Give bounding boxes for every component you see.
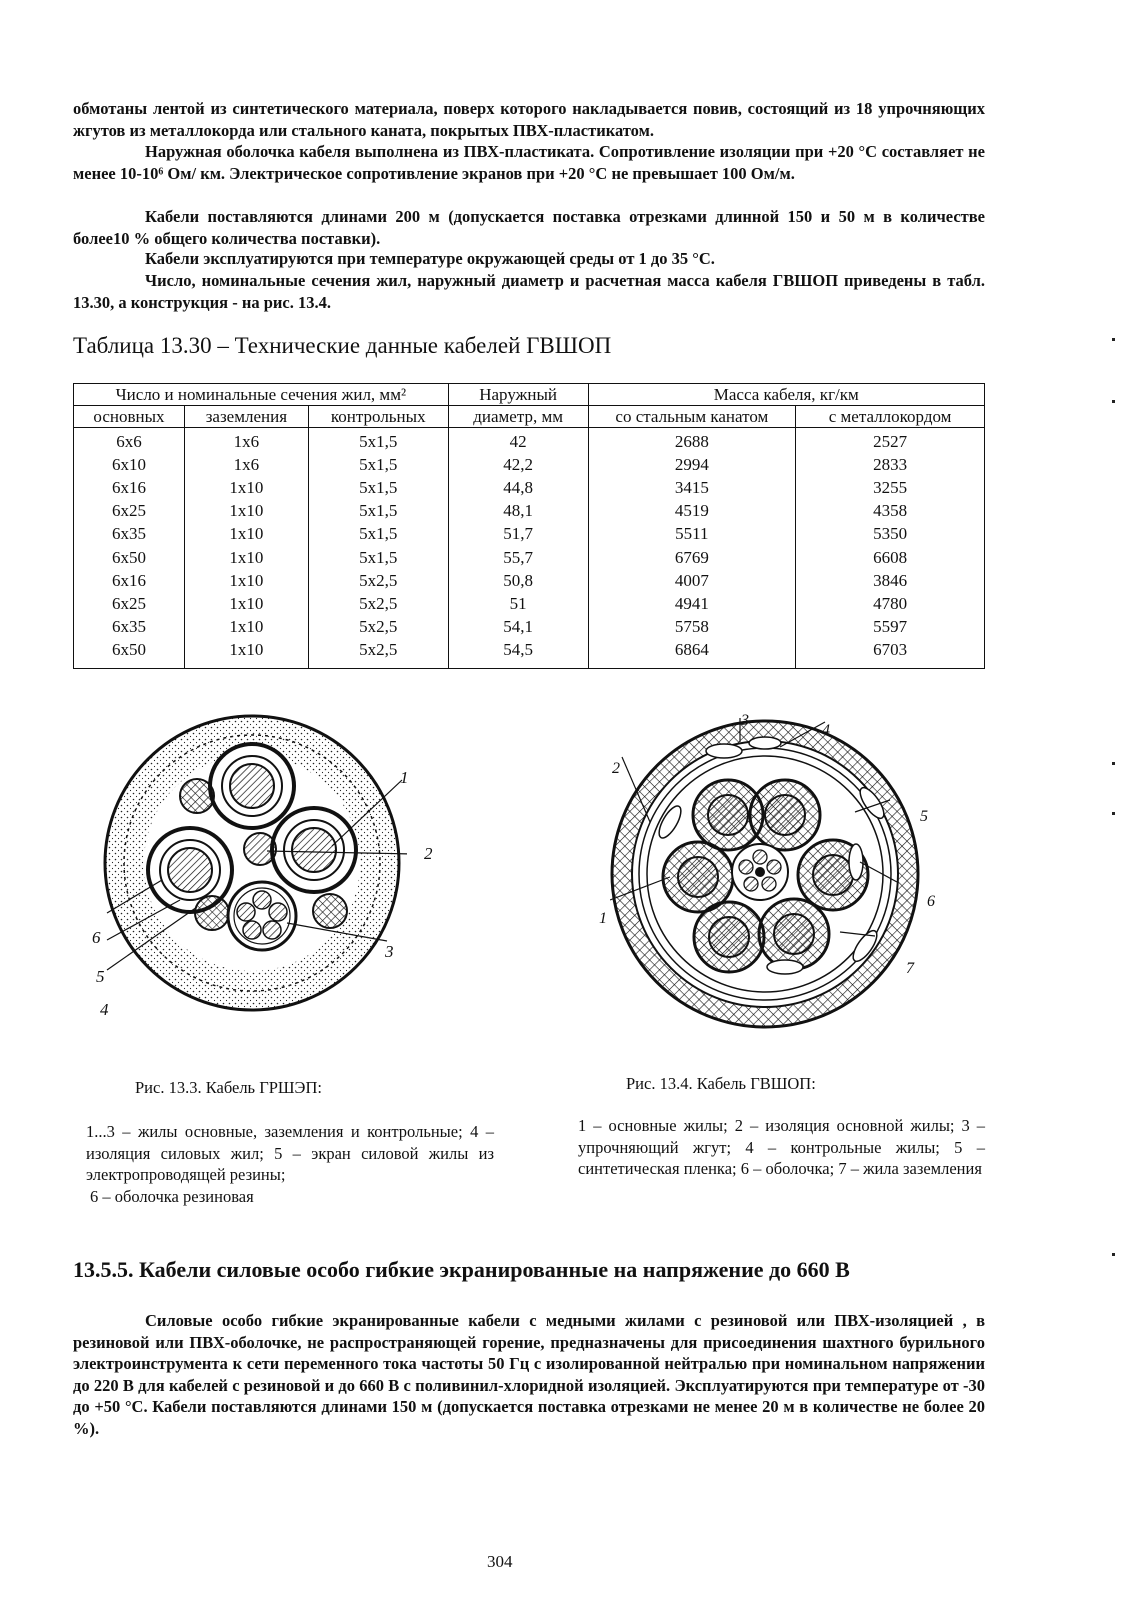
figure-13-3-cable-cross-section — [102, 708, 407, 1028]
table-row — [74, 500, 985, 523]
table-cell: 5x2,5 — [308, 616, 448, 639]
table-cell: 44,8 — [448, 476, 588, 499]
table-cell: 5x1,5 — [308, 500, 448, 523]
table-cell: 1x10 — [184, 546, 308, 569]
fig2-label-2: 2 — [612, 760, 620, 777]
table-row — [74, 453, 985, 476]
table-cell: 6x25 — [74, 592, 185, 615]
fig2-label-4: 4 — [822, 722, 830, 739]
header-ground: заземления — [184, 406, 308, 428]
table-cell: 5758 — [588, 616, 796, 639]
fig1-label-3: 3 — [385, 942, 394, 961]
table-cell: 6x16 — [74, 476, 185, 499]
table-cell: 1x6 — [184, 428, 308, 454]
table-cell: 6x25 — [74, 500, 185, 523]
table-cell: 42 — [448, 428, 588, 454]
fig1-label-5: 5 — [96, 967, 105, 986]
table-row — [74, 592, 985, 615]
table-cell: 4941 — [588, 592, 796, 615]
table-cell: 1x10 — [184, 476, 308, 499]
fig1-label-4: 4 — [100, 1000, 109, 1019]
figure-13-3-legend — [86, 1121, 494, 1207]
cable-data-table — [73, 383, 985, 669]
table-cell: 48,1 — [448, 500, 588, 523]
table-cell: 5x1,5 — [308, 523, 448, 546]
table-cell: 54,5 — [448, 639, 588, 669]
table-cell: 5350 — [796, 523, 985, 546]
table-cell: 5x1,5 — [308, 453, 448, 476]
table-cell: 5x2,5 — [308, 592, 448, 615]
table-row — [74, 428, 985, 454]
table-cell: 6x50 — [74, 546, 185, 569]
table-cell: 1x10 — [184, 569, 308, 592]
table-cell: 2994 — [588, 453, 796, 476]
paragraph-2: Наружная оболочка кабеля выполнена из ПВХ-пластиката. Сопротивление изоляции при +20 °С составляет не менее 10-10⁶ Ом/ км. Электрическое сопротивление экранов при +20 °С не превышает 100 Ом/м. — [73, 142, 985, 183]
section-heading: 13.5.5. Кабели силовые особо гибкие экранированные на напряжение до 660 В — [73, 1257, 850, 1282]
header-main: основных — [74, 406, 185, 428]
table-cell: 4780 — [796, 592, 985, 615]
table-cell: 51,7 — [448, 523, 588, 546]
margin-speck — [1112, 338, 1115, 341]
paragraph-1: обмотаны лентой из синтетического материала, поверх которого накладывается повив, состоящий из 18 упрочняющих жгутов из металлокорда или стального каната, покрытых ПВХ-пластикатом. — [73, 99, 985, 140]
header-metalcord: с металлокордом — [796, 406, 985, 428]
table-cell: 5511 — [588, 523, 796, 546]
table-cell: 6864 — [588, 639, 796, 669]
table-cell: 6608 — [796, 546, 985, 569]
fig2-label-1: 1 — [599, 910, 607, 927]
table-cell: 1x10 — [184, 639, 308, 669]
fig1-label-6: 6 — [92, 928, 101, 947]
table-row — [74, 616, 985, 639]
table-cell: 4358 — [796, 500, 985, 523]
table-title: Таблица 13.30 – Технические данные кабелей ГВШОП — [73, 333, 612, 358]
table-cell: 50,8 — [448, 569, 588, 592]
table-cell: 2833 — [796, 453, 985, 476]
table-cell: 6x35 — [74, 523, 185, 546]
table-cell: 5x1,5 — [308, 428, 448, 454]
table-cell: 5597 — [796, 616, 985, 639]
section-paragraph: Силовые особо гибкие экранированные кабели с медными жилами с резиновой или ПВХ-изоляцией , в резиновой или ПВХ-оболочке, не распространяющей горение, предназначены для присоединения шахтного бурильного электроинструмента к сети переменного тока частоты 50 Гц с изолированной нейтралью при номинальном напряжении до 220 В для кабелей с резиновой и до 660 В с поливинил-хлоридной изоляцией. Эксплуатируются при температуре от -30 до +50 °С. Кабели поставляются длинами 150 м (допускается поставка отрезками не менее 20 м в количестве не более 20 %). — [73, 1311, 985, 1438]
fig1-label-2: 2 — [424, 844, 433, 863]
fig2-label-6: 6 — [927, 893, 935, 910]
table-row — [74, 476, 985, 499]
page-number: 304 — [487, 1552, 513, 1571]
table-cell: 51 — [448, 592, 588, 615]
table-row — [74, 639, 985, 669]
paragraph-5: Число, номинальные сечения жил, наружный диаметр и расчетная масса кабеля ГВШОП приведены в табл. 13.30, а конструкция - на рис. 13.4. — [73, 271, 985, 312]
table-row — [74, 569, 985, 592]
table-row — [74, 523, 985, 546]
figure-13-4-cable-cross-section — [610, 712, 940, 1037]
paragraph-4: Кабели эксплуатируются при температуре окружающей среды от 1 до 35 °С. — [145, 249, 715, 268]
table-cell: 55,7 — [448, 546, 588, 569]
table-row — [74, 546, 985, 569]
figure-13-3-legend-last: 6 – оболочка резиновая — [90, 1186, 254, 1206]
table-cell: 4007 — [588, 569, 796, 592]
table-cell: 6769 — [588, 546, 796, 569]
margin-speck — [1112, 400, 1115, 403]
margin-speck — [1112, 1253, 1115, 1256]
table-cell: 3415 — [588, 476, 796, 499]
table-cell: 5x2,5 — [308, 569, 448, 592]
table-cell: 3846 — [796, 569, 985, 592]
fig2-label-5: 5 — [920, 808, 928, 825]
margin-speck — [1112, 812, 1115, 815]
figure-13-4-caption: Рис. 13.4. Кабель ГВШОП: — [626, 1074, 816, 1093]
header-diameter-top: Наружный — [448, 384, 588, 406]
fig1-label-1: 1 — [400, 768, 409, 787]
header-control: контрольных — [308, 406, 448, 428]
table-cell: 1x10 — [184, 523, 308, 546]
header-cores: Число и номинальные сечения жил, мм² — [74, 384, 449, 406]
table-cell: 5x1,5 — [308, 476, 448, 499]
table-cell: 6x16 — [74, 569, 185, 592]
table-cell: 4519 — [588, 500, 796, 523]
figure-13-3-caption: Рис. 13.3. Кабель ГРШЭП: — [135, 1078, 322, 1097]
table-cell: 6x35 — [74, 616, 185, 639]
table-cell: 42,2 — [448, 453, 588, 476]
table-cell: 3255 — [796, 476, 985, 499]
fig2-label-3: 3 — [741, 712, 749, 729]
table-cell: 6x10 — [74, 453, 185, 476]
table-cell: 2527 — [796, 428, 985, 454]
table-cell: 5x2,5 — [308, 639, 448, 669]
table-cell: 1x10 — [184, 500, 308, 523]
table-cell: 1x10 — [184, 592, 308, 615]
fig2-label-7: 7 — [906, 960, 914, 977]
header-steel: со стальным канатом — [588, 406, 796, 428]
header-diameter-bottom: диаметр, мм — [448, 406, 588, 428]
figure-13-3-legend-main: 1...3 – жилы основные, заземления и контрольные; 4 – изоляция силовых жил; 5 – экран силовой жилы из электропроводящей резины; — [86, 1122, 494, 1184]
table-cell: 1x10 — [184, 616, 308, 639]
table-cell: 6703 — [796, 639, 985, 669]
table-cell: 1x6 — [184, 453, 308, 476]
paragraph-3: Кабели поставляются длинами 200 м (допускается поставка отрезками длинной 150 и 50 м в количестве более10 % общего количества поставки). — [73, 207, 985, 248]
table-cell: 2688 — [588, 428, 796, 454]
header-mass: Масса кабеля, кг/км — [588, 384, 984, 406]
margin-speck — [1112, 762, 1115, 765]
table-cell: 6x50 — [74, 639, 185, 669]
table-cell: 54,1 — [448, 616, 588, 639]
figure-13-4-legend: 1 – основные жилы; 2 – изоляция основной жилы; 3 – упрочняющий жгут; 4 – контрольные жилы; 5 – синтетическая пленка; 6 – оболочка; 7 – жила заземления — [578, 1116, 985, 1178]
table-cell: 5x1,5 — [308, 546, 448, 569]
table-cell: 6x6 — [74, 428, 185, 454]
